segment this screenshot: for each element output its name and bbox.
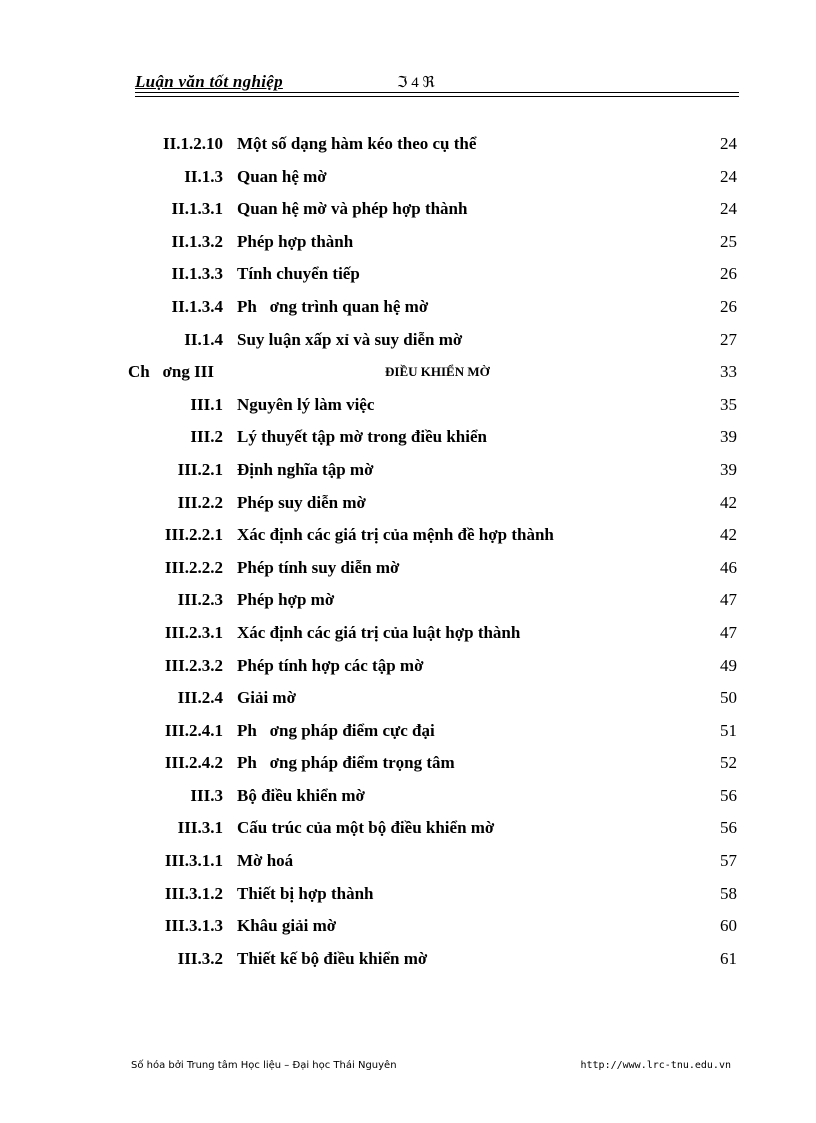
toc-entry-number: III.2.3 — [177, 590, 223, 610]
header-rule — [135, 92, 739, 93]
toc-entry-title: Nguyên lý làm việc — [237, 394, 375, 414]
toc-entry-number: III.2.4 — [177, 688, 223, 708]
toc-entry-page: 26 — [720, 296, 737, 316]
toc-entry-number: II.1.4 — [184, 329, 223, 349]
toc-entry-page: 60 — [720, 916, 737, 936]
toc-entry-page: 35 — [720, 394, 737, 414]
toc-entry — [0, 812, 816, 845]
toc-entry-title: Định nghĩa tập mờ — [237, 459, 374, 479]
toc-entry-number: III.2.3.2 — [164, 655, 223, 675]
toc-entry-title: Phép tính hợp các tập mờ — [237, 655, 424, 675]
toc-entry — [0, 715, 816, 748]
table-of-contents — [0, 128, 816, 975]
toc-entry-number: III.2.2 — [177, 492, 223, 512]
toc-entry-title: Phép hợp mờ — [237, 590, 335, 610]
toc-entry-number: III.3 — [190, 785, 223, 805]
header-rule-double — [135, 96, 739, 97]
toc-entry-title: Ph ơng pháp điểm cực đại — [237, 720, 435, 740]
toc-entry-page: 24 — [720, 199, 737, 219]
toc-entry-title: Lý thuyết tập mờ trong điều khiển — [237, 427, 487, 447]
toc-entry-number: III.2.2.1 — [164, 525, 223, 545]
toc-entry-number: II.1.3 — [184, 166, 223, 186]
toc-entry-number: II.1.2.10 — [163, 134, 223, 153]
toc-entry — [0, 356, 816, 389]
toc-entry-page: 47 — [720, 590, 737, 610]
toc-entry-page: 47 — [720, 622, 737, 642]
toc-entry — [0, 584, 816, 617]
toc-entry-title: Xác định các giá trị của mệnh đề hợp thành — [237, 525, 554, 545]
toc-entry-title: Quan hệ mờ và phép hợp thành — [237, 199, 468, 219]
toc-entry — [0, 780, 816, 813]
toc-entry-number: III.3.1.3 — [164, 916, 223, 936]
toc-entry-page: 57 — [720, 851, 737, 871]
toc-entry — [0, 747, 816, 780]
toc-entry-title: Ph ơng pháp điểm trọng tâm — [237, 753, 455, 773]
toc-entry-page: 46 — [720, 557, 737, 577]
header-page-marker: ℑ 4 ℜ — [397, 75, 435, 91]
toc-entry-title: Quan hệ mờ — [237, 166, 327, 186]
toc-entry — [0, 943, 816, 976]
toc-entry — [0, 324, 816, 357]
toc-entry-title: Một số dạng hàm kéo theo cụ thể — [237, 134, 477, 153]
toc-entry — [0, 845, 816, 878]
toc-entry-page: 49 — [720, 655, 737, 675]
toc-entry-number: III.2.2.2 — [164, 557, 223, 577]
toc-entry-title: Phép suy diễn mờ — [237, 492, 366, 512]
toc-entry-page: 56 — [720, 785, 737, 805]
toc-entry-title: Giải mờ — [237, 688, 296, 708]
toc-entry-number: III.3.1 — [177, 818, 223, 838]
toc-entry-number: II.1.3.1 — [171, 199, 223, 219]
toc-entry-number: III.3.1.1 — [164, 851, 223, 871]
toc-entry-title: Phép hợp thành — [237, 231, 354, 251]
toc-entry-title: Bộ điều khiển mờ — [237, 785, 365, 805]
toc-entry — [0, 552, 816, 585]
toc-entry-title: Thiết bị hợp thành — [237, 883, 374, 903]
toc-entry-number: III.2.4.2 — [164, 753, 223, 773]
toc-entry-page: 33 — [720, 362, 737, 382]
chapter-title: ĐIỀU KHIỂN MỜ — [385, 364, 490, 380]
toc-entry-number: II.1.3.4 — [171, 296, 223, 316]
toc-entry-title: Ph ơng trình quan hệ mờ — [237, 296, 429, 316]
footer-credit: Số hóa bởi Trung tâm Học liệu – Đại học Thái Nguyên — [131, 1060, 397, 1071]
toc-entry — [0, 161, 816, 194]
toc-entry — [0, 128, 816, 161]
toc-entry-page: 42 — [720, 492, 737, 512]
header-title: Luận văn tốt nghiệp — [135, 72, 283, 91]
toc-entry-page: 26 — [720, 264, 737, 284]
toc-entry — [0, 291, 816, 324]
footer-url: http://www.lrc-tnu.edu.vn — [580, 1060, 731, 1071]
toc-entry-number: Ch ơng III — [128, 362, 214, 382]
toc-entry — [0, 226, 816, 259]
toc-entry-page: 50 — [720, 688, 737, 708]
toc-entry-number: III.3.1.2 — [164, 883, 223, 903]
toc-entry-page: 24 — [720, 134, 737, 153]
toc-entry-page: 58 — [720, 883, 737, 903]
toc-entry-title: Thiết kế bộ điều khiển mờ — [237, 948, 428, 968]
toc-entry-number: II.1.3.2 — [171, 231, 223, 251]
toc-entry — [0, 454, 816, 487]
toc-entry-number: III.2.3.1 — [164, 622, 223, 642]
toc-entry-page: 56 — [720, 818, 737, 838]
toc-entry-page: 39 — [720, 427, 737, 447]
toc-entry-page: 42 — [720, 525, 737, 545]
toc-entry-number: II.1.3.3 — [171, 264, 223, 284]
toc-entry-title: Cấu trúc của một bộ điều khiển mờ — [237, 818, 495, 838]
toc-entry-number: III.2.1 — [177, 459, 223, 479]
toc-entry-title: Xác định các giá trị của luật hợp thành — [237, 622, 521, 642]
toc-entry — [0, 487, 816, 520]
toc-entry-page: 39 — [720, 459, 737, 479]
page-header — [135, 72, 739, 98]
toc-entry-number: III.1 — [190, 394, 223, 414]
toc-entry — [0, 519, 816, 552]
toc-entry — [0, 878, 816, 911]
toc-entry-title: Mờ hoá — [237, 851, 294, 871]
toc-entry — [0, 650, 816, 683]
toc-entry-page: 52 — [720, 753, 737, 773]
toc-entry-page: 51 — [720, 720, 737, 740]
toc-entry — [0, 910, 816, 943]
toc-entry — [0, 389, 816, 422]
toc-entry-number: III.3.2 — [177, 948, 223, 968]
toc-entry-title: Suy luận xấp xỉ và suy diễn mờ — [237, 329, 463, 349]
page-footer — [131, 1060, 731, 1076]
toc-entry — [0, 421, 816, 454]
toc-entry-number: III.2 — [190, 427, 223, 447]
toc-entry-page: 27 — [720, 329, 737, 349]
toc-entry-title: Tính chuyển tiếp — [237, 264, 360, 284]
toc-entry — [0, 682, 816, 715]
toc-entry-title: Phép tính suy diễn mờ — [237, 557, 400, 577]
toc-entry — [0, 258, 816, 291]
toc-entry — [0, 617, 816, 650]
toc-entry-page: 61 — [720, 948, 737, 968]
toc-entry-page: 24 — [720, 166, 737, 186]
toc-entry-title: Khâu giải mờ — [237, 916, 337, 936]
toc-entry-page: 25 — [720, 231, 737, 251]
toc-entry-number: III.2.4.1 — [164, 720, 223, 740]
toc-entry — [0, 193, 816, 226]
